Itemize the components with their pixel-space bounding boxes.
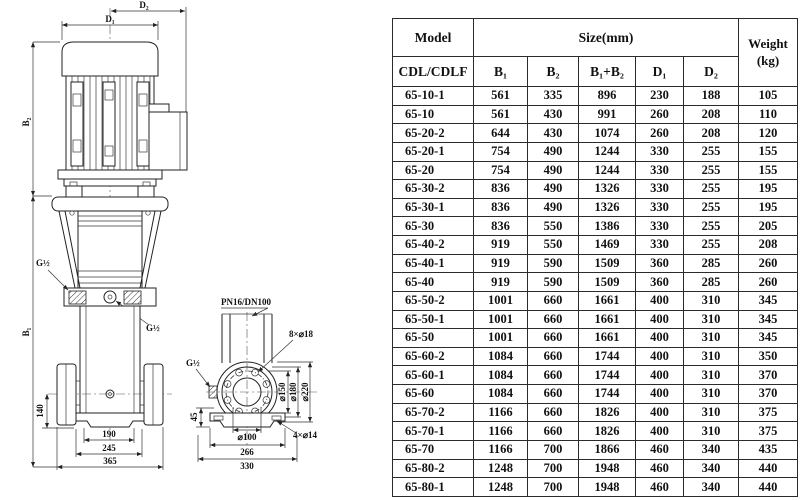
value-cell: 836	[474, 198, 528, 217]
g-half-right-label: G½	[146, 323, 160, 333]
model-cell: 65-80-2	[393, 459, 474, 478]
table-row	[393, 366, 798, 385]
value-cell: 375	[739, 403, 798, 422]
bolt-holes-label: 8×⌀18	[289, 329, 314, 339]
model-cell: 65-50-2	[393, 291, 474, 310]
value-cell: 430	[528, 105, 579, 124]
value-cell: 345	[739, 291, 798, 310]
value-cell: 1326	[579, 198, 636, 217]
value-cell: 350	[739, 347, 798, 366]
suction-flange	[57, 364, 76, 425]
value-cell: 330	[636, 161, 684, 180]
value-cell: 1744	[579, 366, 636, 385]
table-row	[393, 347, 798, 366]
callout-g-half-left	[36, 258, 68, 290]
value-cell: 1509	[579, 254, 636, 273]
table-row	[393, 105, 798, 124]
value-cell: 1248	[474, 459, 528, 478]
model-cell: 65-60	[393, 385, 474, 404]
value-cell: 105	[739, 87, 798, 106]
callout-pn16-dn100	[221, 297, 271, 316]
value-cell: 208	[684, 124, 739, 143]
value-cell: 1084	[474, 385, 528, 404]
value-cell: 644	[474, 124, 528, 143]
value-cell: 700	[528, 440, 579, 459]
dim-190	[84, 428, 134, 443]
table-row	[393, 329, 798, 348]
value-cell: 360	[636, 273, 684, 292]
callout-8x18	[258, 329, 314, 372]
base-holes-label: 4×⌀14	[293, 430, 318, 440]
value-cell: 375	[739, 422, 798, 441]
value-cell: 1509	[579, 273, 636, 292]
dim-label-266: 266	[240, 447, 254, 457]
value-cell: 345	[739, 310, 798, 329]
col-b2: B₂	[528, 57, 579, 87]
value-cell: 1001	[474, 291, 528, 310]
col-d2: D₂	[684, 57, 739, 87]
value-cell: 896	[579, 87, 636, 106]
value-cell: 120	[739, 124, 798, 143]
value-cell: 590	[528, 273, 579, 292]
value-cell: 440	[739, 459, 798, 478]
table-row	[393, 180, 798, 199]
value-cell: 285	[684, 273, 739, 292]
value-cell: 700	[528, 478, 579, 497]
col-b1b2: B₁+B₂	[579, 57, 636, 87]
model-cell: 65-70-2	[393, 403, 474, 422]
table-row	[393, 385, 798, 404]
col-d1: D₁	[636, 57, 684, 87]
value-cell: 155	[739, 142, 798, 161]
value-cell: 208	[739, 236, 798, 255]
side-plug	[209, 386, 217, 398]
value-cell: 660	[528, 329, 579, 348]
value-cell: 1826	[579, 403, 636, 422]
value-cell: 260	[739, 254, 798, 273]
value-cell: 1001	[474, 329, 528, 348]
value-cell: 255	[684, 180, 739, 199]
value-cell: 400	[636, 366, 684, 385]
model-cell: 65-60-2	[393, 347, 474, 366]
table-row	[393, 236, 798, 255]
value-cell: 330	[636, 236, 684, 255]
value-cell: 660	[528, 366, 579, 385]
model-cell: 65-50-1	[393, 310, 474, 329]
value-cell: 260	[739, 273, 798, 292]
value-cell: 435	[739, 440, 798, 459]
value-cell: 310	[684, 291, 739, 310]
value-cell: 660	[528, 422, 579, 441]
value-cell: 1661	[579, 291, 636, 310]
value-cell: 255	[684, 161, 739, 180]
value-cell: 230	[636, 87, 684, 106]
value-cell: 255	[684, 198, 739, 217]
value-cell: 188	[684, 87, 739, 106]
header-row-2	[393, 57, 798, 87]
value-cell: 370	[739, 366, 798, 385]
table-row	[393, 403, 798, 422]
value-cell: 1744	[579, 347, 636, 366]
value-cell: 110	[739, 105, 798, 124]
model-cell: 65-70	[393, 440, 474, 459]
section-base	[210, 413, 285, 427]
dim-label-45: 45	[189, 412, 199, 422]
motor-flange	[58, 170, 162, 179]
table-row	[393, 142, 798, 161]
value-cell: 490	[528, 142, 579, 161]
value-cell: 195	[739, 180, 798, 199]
value-cell: 1386	[579, 217, 636, 236]
size-header: Size(mm)	[474, 19, 739, 57]
table-row	[393, 291, 798, 310]
value-cell: 340	[684, 478, 739, 497]
value-cell: 1469	[579, 236, 636, 255]
value-cell: 919	[474, 273, 528, 292]
model-cell: 65-40-2	[393, 236, 474, 255]
model-cell: 65-50	[393, 329, 474, 348]
value-cell: 255	[684, 142, 739, 161]
value-cell: 400	[636, 329, 684, 348]
dim-label-d1: D₁	[105, 14, 115, 24]
dim-label-245: 245	[102, 443, 116, 453]
motor-foot-left	[66, 186, 82, 198]
table-row	[393, 310, 798, 329]
motor	[58, 42, 187, 198]
dim-b2-b1	[21, 42, 60, 467]
value-cell: 754	[474, 142, 528, 161]
value-cell: 1001	[474, 310, 528, 329]
value-cell: 490	[528, 180, 579, 199]
value-cell: 360	[636, 254, 684, 273]
dim-label-d100: ⌀100	[237, 432, 257, 442]
table-container	[392, 18, 798, 497]
value-cell: 660	[528, 403, 579, 422]
table-row	[393, 478, 798, 497]
value-cell: 260	[636, 124, 684, 143]
value-cell: 1244	[579, 142, 636, 161]
dim-label-d180: ⌀180	[288, 382, 298, 402]
model-cell: 65-20-1	[393, 142, 474, 161]
g-half-left-label: G½	[36, 258, 50, 268]
value-cell: 836	[474, 217, 528, 236]
value-cell: 991	[579, 105, 636, 124]
motor-foot-right	[138, 186, 154, 198]
value-cell: 400	[636, 422, 684, 441]
model-cell: 65-60-1	[393, 366, 474, 385]
value-cell: 310	[684, 310, 739, 329]
value-cell: 660	[528, 291, 579, 310]
weight-unit-label: (kg)	[756, 52, 780, 68]
dim-label-330: 330	[240, 461, 254, 471]
model-cell: 65-40-1	[393, 254, 474, 273]
value-cell: 1661	[579, 310, 636, 329]
value-cell: 310	[684, 403, 739, 422]
table-row	[393, 87, 798, 106]
value-cell: 660	[528, 310, 579, 329]
value-cell: 335	[528, 87, 579, 106]
model-cell: 65-30-2	[393, 180, 474, 199]
value-cell: 1948	[579, 459, 636, 478]
value-cell: 310	[684, 385, 739, 404]
value-cell: 1826	[579, 422, 636, 441]
value-cell: 400	[636, 385, 684, 404]
value-cell: 345	[739, 329, 798, 348]
dim-label-365: 365	[103, 456, 117, 466]
table-body	[393, 87, 798, 497]
model-cell: 65-10-1	[393, 87, 474, 106]
pipe	[222, 314, 272, 363]
value-cell: 590	[528, 254, 579, 273]
col-b1: B₁	[474, 57, 528, 87]
value-cell: 255	[684, 236, 739, 255]
value-cell: 1244	[579, 161, 636, 180]
value-cell: 550	[528, 236, 579, 255]
table-row	[393, 422, 798, 441]
model-cell: 65-30-1	[393, 198, 474, 217]
series-header: CDL/CDLF	[393, 57, 474, 87]
value-cell: 255	[684, 217, 739, 236]
dim-label-d2: D₂	[139, 0, 149, 10]
value-cell: 561	[474, 87, 528, 106]
value-cell: 430	[528, 124, 579, 143]
value-cell: 1084	[474, 366, 528, 385]
value-cell: 1248	[474, 478, 528, 497]
dim-label-b2: B₂	[21, 117, 31, 127]
value-cell: 285	[684, 254, 739, 273]
value-cell: 310	[684, 422, 739, 441]
front-view	[21, 0, 187, 470]
value-cell: 919	[474, 254, 528, 273]
value-cell: 400	[636, 347, 684, 366]
value-cell: 660	[528, 385, 579, 404]
value-cell: 550	[528, 217, 579, 236]
value-cell: 310	[684, 329, 739, 348]
discharge-flange	[144, 364, 163, 425]
table-row	[393, 273, 798, 292]
value-cell: 195	[739, 198, 798, 217]
value-cell: 330	[636, 198, 684, 217]
value-cell: 1166	[474, 422, 528, 441]
dim-label-b1: B₁	[21, 327, 31, 337]
value-cell: 1948	[579, 478, 636, 497]
value-cell: 1074	[579, 124, 636, 143]
table-row	[393, 161, 798, 180]
weight-header	[739, 19, 798, 87]
table-row	[393, 198, 798, 217]
plug-left	[69, 291, 86, 304]
value-cell: 1166	[474, 440, 528, 459]
value-cell: 1661	[579, 329, 636, 348]
value-cell: 310	[684, 366, 739, 385]
model-cell: 65-30	[393, 217, 474, 236]
dim-label-d220: ⌀220	[300, 382, 310, 402]
pump-stage-stack	[59, 211, 161, 288]
pump-technical-drawing	[0, 0, 392, 500]
value-cell: 1866	[579, 440, 636, 459]
value-cell: 310	[684, 347, 739, 366]
terminal-box-step	[149, 104, 169, 112]
callout-g-half-section	[186, 358, 210, 387]
value-cell: 460	[636, 459, 684, 478]
value-cell: 330	[636, 142, 684, 161]
value-cell: 700	[528, 459, 579, 478]
value-cell: 205	[739, 217, 798, 236]
dim-label-140: 140	[35, 404, 45, 418]
table-row	[393, 440, 798, 459]
value-cell: 1744	[579, 385, 636, 404]
value-cell: 1084	[474, 347, 528, 366]
model-cell: 65-20-2	[393, 124, 474, 143]
model-cell: 65-20	[393, 161, 474, 180]
table-row	[393, 124, 798, 143]
value-cell: 208	[684, 105, 739, 124]
value-cell: 155	[739, 161, 798, 180]
value-cell: 490	[528, 161, 579, 180]
pump-base	[76, 413, 144, 427]
model-cell: 65-70-1	[393, 422, 474, 441]
value-cell: 1326	[579, 180, 636, 199]
g-half-section-label: G½	[186, 358, 200, 368]
model-cell: 65-10	[393, 105, 474, 124]
pn16-dn100-label: PN16/DN100	[221, 297, 271, 307]
value-cell: 919	[474, 236, 528, 255]
value-cell: 754	[474, 161, 528, 180]
table-row	[393, 459, 798, 478]
header-row-1	[393, 19, 798, 57]
value-cell: 1166	[474, 403, 528, 422]
value-cell: 330	[636, 217, 684, 236]
value-cell: 330	[636, 180, 684, 199]
value-cell: 460	[636, 478, 684, 497]
value-cell: 561	[474, 105, 528, 124]
value-cell: 440	[739, 478, 798, 497]
value-cell: 340	[684, 459, 739, 478]
value-cell: 490	[528, 198, 579, 217]
value-cell: 260	[636, 105, 684, 124]
pump-head	[64, 288, 156, 306]
value-cell: 400	[636, 310, 684, 329]
value-cell: 660	[528, 347, 579, 366]
value-cell: 400	[636, 403, 684, 422]
model-cell: 65-80-1	[393, 478, 474, 497]
dimension-table	[392, 18, 798, 497]
value-cell: 836	[474, 180, 528, 199]
section-view	[186, 297, 318, 471]
model-cell: 65-40	[393, 273, 474, 292]
weight-label: Weight	[748, 36, 788, 52]
dim-label-190: 190	[102, 429, 116, 439]
model-header: Model	[393, 19, 474, 57]
value-cell: 340	[684, 440, 739, 459]
value-cell: 370	[739, 385, 798, 404]
terminal-box	[149, 112, 187, 170]
table-row	[393, 217, 798, 236]
dim-label-d150: ⌀150	[277, 382, 287, 402]
value-cell: 460	[636, 440, 684, 459]
value-cell: 400	[636, 291, 684, 310]
table-row	[393, 254, 798, 273]
plug-right	[124, 291, 141, 304]
head-port	[104, 291, 116, 303]
